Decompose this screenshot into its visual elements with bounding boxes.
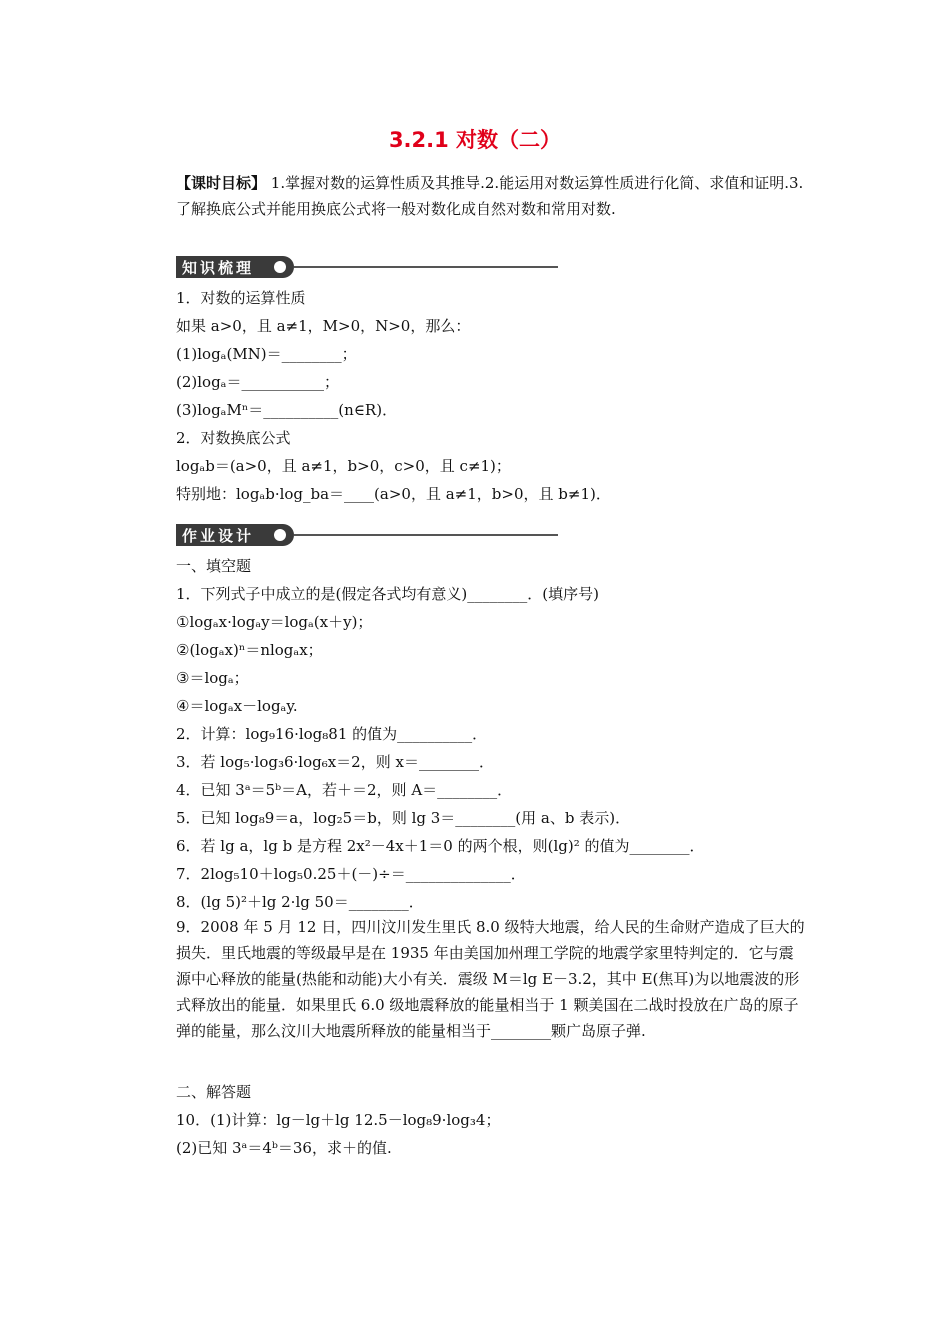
homework-line: (2)已知 3ᵃ＝4ᵇ＝36，求＋的值.	[176, 1139, 392, 1157]
homework-line: 10．(1)计算：lg－lg＋lg 12.5－log₈9·log₃4；	[176, 1111, 501, 1129]
section-header-knowledge	[176, 256, 558, 278]
circle-icon	[274, 529, 286, 541]
section-header-homework	[176, 524, 558, 546]
homework-line: 8．(lg 5)²＋lg 2·lg 50＝________．	[176, 893, 424, 911]
homework-line: 5．已知 log₈9＝a，log₂5＝b，则 lg 3＝________(用 a、b 表示)．	[176, 809, 631, 827]
page-title: 3.2.1 对数（二）	[388, 128, 562, 152]
goals-text: 1.掌握对数的运算性质及其推导.2.能运用对数运算性质进行化简、求值和证明.3.了解换底公式并能用换底公式将一般对数化成自然对数和常用对数.	[176, 174, 804, 218]
homework-line: 6．若 lg a，lg b 是方程 2x²－4x＋1＝0 的两个根，则(lg)² 的值为________．	[176, 837, 705, 855]
homework-line: 一、填空题	[176, 557, 252, 575]
section-title: 作业设计	[182, 527, 255, 545]
knowledge-line: (1)logₐ(MN)＝________；	[176, 345, 357, 363]
homework-line: 7．2log₅10＋log₅0.25＋(－)÷＝______________．	[176, 865, 526, 883]
section-title: 知识梳理	[182, 259, 255, 277]
homework-line: ③＝logₐ；	[176, 669, 249, 687]
homework-line: ①logₐx·logₐy＝logₐ(x＋y)；	[176, 613, 373, 631]
knowledge-line: 特别地：logₐb·log_ba＝____(a>0，且 a≠1，b>0，且 b≠1)．	[176, 485, 611, 503]
knowledge-line: logₐb＝(a>0，且 a≠1，b>0，c>0，且 c≠1)；	[176, 457, 511, 475]
knowledge-line: 1．对数的运算性质	[176, 289, 306, 307]
divider	[294, 266, 558, 268]
lesson-goals	[176, 170, 806, 222]
knowledge-line: 如果 a>0，且 a≠1，M>0，N>0，那么：	[176, 317, 471, 335]
homework-line: 2．计算：log₉16·log₈81 的值为__________．	[176, 725, 488, 743]
homework-line: 1．下列式子中成立的是(假定各式均有意义)________．(填序号)	[176, 585, 599, 603]
knowledge-line: (2)logₐ＝___________；	[176, 373, 339, 391]
question-9: 9．2008 年 5 月 12 日，四川汶川发生里氏 8.0 级特大地震，给人民的生命财产造成了巨大的损失．里氏地震的等级最早是在 1935 年由美国加州理工学院的地震学家里特判定的．它与震源中心释放的能量(热能和动能)大小有关．震级 M＝lg E－3.2，其中 E(焦耳)为以地震波的形式释放出的能量．如果里氏 6.0 级地震释放的能量相当于 1 颗美国在二战时投放在广岛的原子弹的能量，那么汶川大地震所释放的能量相当于________颗广岛原子弹.	[176, 918, 805, 1040]
circle-icon	[274, 261, 286, 273]
homework-line: ②(logₐx)ⁿ＝nlogₐx；	[176, 641, 323, 659]
knowledge-line: 2．对数换底公式	[176, 429, 291, 447]
knowledge-line: (3)logₐMⁿ＝__________(n∈R)．	[176, 401, 398, 419]
homework-line: 二、解答题	[176, 1083, 252, 1101]
divider	[294, 534, 558, 536]
homework-line: ④＝logₐx－logₐy.	[176, 697, 298, 715]
homework-line: 4．已知 3ᵃ＝5ᵇ＝A，若＋＝2，则 A＝________．	[176, 781, 513, 799]
homework-line: 3．若 log₅·log₃6·log₆x＝2，则 x＝________．	[176, 753, 494, 771]
goals-label: 【课时目标】	[176, 174, 267, 192]
